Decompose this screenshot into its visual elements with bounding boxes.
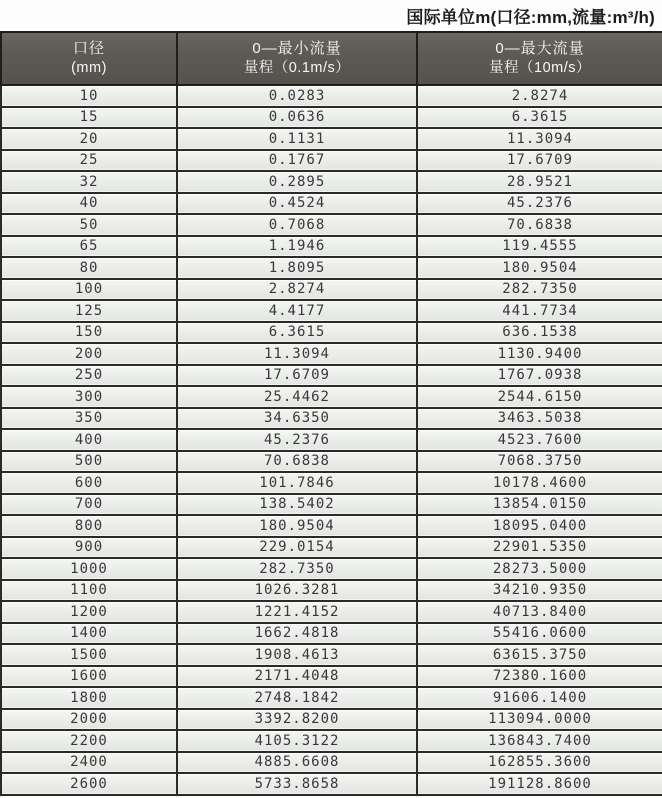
table-row [1,214,662,236]
table-row [1,279,662,301]
cell-min-flow: 1.8095 [177,257,417,279]
cell-max-flow: 70.6838 [417,214,662,236]
cell-diameter: 2200 [1,730,177,752]
table-row [1,193,662,215]
cell-min-flow: 6.3615 [177,322,417,344]
cell-diameter: 40 [1,193,177,215]
cell-max-flow: 10178.4600 [417,472,662,494]
table-row [1,558,662,580]
cell-max-flow: 45.2376 [417,193,662,215]
cell-min-flow: 45.2376 [177,429,417,451]
cell-max-flow: 191128.8600 [417,773,662,795]
cell-min-flow: 34.6350 [177,408,417,430]
header-max-flow-title: 0—最大流量 [495,40,585,58]
cell-max-flow: 11.3094 [417,128,662,150]
cell-min-flow: 4885.6608 [177,752,417,774]
table-row [1,773,662,795]
cell-diameter: 1100 [1,580,177,602]
table-row [1,752,662,774]
table-row [1,537,662,559]
cell-max-flow: 28.9521 [417,171,662,193]
cell-min-flow: 4.4177 [177,300,417,322]
cell-diameter: 350 [1,408,177,430]
cell-diameter: 1600 [1,666,177,688]
cell-max-flow: 180.9504 [417,257,662,279]
cell-min-flow: 0.0283 [177,85,417,107]
cell-min-flow: 1.1946 [177,236,417,258]
cell-diameter: 32 [1,171,177,193]
header-max-flow [417,32,662,85]
table-row [1,128,662,150]
table-row [1,709,662,731]
table-row [1,494,662,516]
page-title: 国际单位m(口径:mm,流量:m³/h) [406,8,655,27]
cell-max-flow: 2.8274 [417,85,662,107]
table-row [1,644,662,666]
table-header-row [1,32,662,85]
table-row [1,107,662,129]
cell-diameter: 2400 [1,752,177,774]
cell-diameter: 80 [1,257,177,279]
cell-max-flow: 113094.0000 [417,709,662,731]
cell-diameter: 150 [1,322,177,344]
cell-diameter: 1800 [1,687,177,709]
cell-max-flow: 1130.9400 [417,343,662,365]
table-row [1,343,662,365]
cell-min-flow: 0.2895 [177,171,417,193]
cell-min-flow: 11.3094 [177,343,417,365]
cell-min-flow: 0.7068 [177,214,417,236]
table-row [1,300,662,322]
cell-min-flow: 0.4524 [177,193,417,215]
cell-min-flow: 0.1131 [177,128,417,150]
table-row [1,429,662,451]
cell-min-flow: 138.5402 [177,494,417,516]
cell-max-flow: 3463.5038 [417,408,662,430]
cell-max-flow: 18095.0400 [417,515,662,537]
cell-diameter: 400 [1,429,177,451]
cell-diameter: 125 [1,300,177,322]
cell-diameter: 50 [1,214,177,236]
cell-min-flow: 1662.4818 [177,623,417,645]
cell-min-flow: 0.0636 [177,107,417,129]
table-row [1,322,662,344]
table-row [1,150,662,172]
title-bar [0,0,662,31]
cell-max-flow: 119.4555 [417,236,662,258]
cell-max-flow: 6.3615 [417,107,662,129]
table-row [1,85,662,107]
cell-min-flow: 25.4462 [177,386,417,408]
cell-diameter: 250 [1,365,177,387]
cell-max-flow: 28273.5000 [417,558,662,580]
cell-min-flow: 2748.1842 [177,687,417,709]
cell-max-flow: 13854.0150 [417,494,662,516]
cell-diameter: 20 [1,128,177,150]
cell-max-flow: 636.1538 [417,322,662,344]
cell-max-flow: 72380.1600 [417,666,662,688]
cell-min-flow: 0.1767 [177,150,417,172]
header-min-flow [177,32,417,85]
cell-diameter: 15 [1,107,177,129]
cell-min-flow: 1221.4152 [177,601,417,623]
cell-diameter: 2000 [1,709,177,731]
cell-diameter: 500 [1,451,177,473]
header-diameter [1,32,177,85]
table-row [1,472,662,494]
cell-min-flow: 1908.4613 [177,644,417,666]
cell-diameter: 200 [1,343,177,365]
cell-min-flow: 70.6838 [177,451,417,473]
cell-min-flow: 17.6709 [177,365,417,387]
cell-diameter: 25 [1,150,177,172]
cell-diameter: 1000 [1,558,177,580]
cell-diameter: 900 [1,537,177,559]
cell-diameter: 100 [1,279,177,301]
cell-max-flow: 40713.8400 [417,601,662,623]
cell-max-flow: 136843.7400 [417,730,662,752]
cell-max-flow: 282.7350 [417,279,662,301]
cell-max-flow: 55416.0600 [417,623,662,645]
cell-diameter: 1200 [1,601,177,623]
cell-min-flow: 229.0154 [177,537,417,559]
flow-range-table [0,31,662,796]
cell-max-flow: 91606.1400 [417,687,662,709]
cell-diameter: 2600 [1,773,177,795]
cell-max-flow: 63615.3750 [417,644,662,666]
table-row [1,730,662,752]
cell-min-flow: 2.8274 [177,279,417,301]
table-row [1,666,662,688]
cell-diameter: 1400 [1,623,177,645]
cell-min-flow: 282.7350 [177,558,417,580]
cell-max-flow: 2544.6150 [417,386,662,408]
cell-diameter: 600 [1,472,177,494]
cell-min-flow: 1026.3281 [177,580,417,602]
table-body [1,85,662,795]
table-row [1,257,662,279]
header-max-flow-range: 量程（10m/s） [489,59,591,76]
table-row [1,580,662,602]
table-row [1,687,662,709]
cell-max-flow: 22901.5350 [417,537,662,559]
table-row [1,408,662,430]
cell-min-flow: 2171.4048 [177,666,417,688]
table-row [1,623,662,645]
cell-max-flow: 441.7734 [417,300,662,322]
table-row [1,515,662,537]
cell-max-flow: 162855.3600 [417,752,662,774]
cell-max-flow: 4523.7600 [417,429,662,451]
cell-max-flow: 7068.3750 [417,451,662,473]
cell-diameter: 1500 [1,644,177,666]
header-min-flow-range: 量程（0.1m/s） [243,59,351,76]
cell-diameter: 10 [1,85,177,107]
table-row [1,451,662,473]
cell-min-flow: 180.9504 [177,515,417,537]
header-diameter-title: 口径 [72,40,105,58]
cell-diameter: 800 [1,515,177,537]
cell-min-flow: 4105.3122 [177,730,417,752]
cell-diameter: 700 [1,494,177,516]
table-row [1,601,662,623]
header-diameter-unit: (mm) [71,59,107,76]
table-row [1,236,662,258]
cell-max-flow: 34210.9350 [417,580,662,602]
cell-diameter: 65 [1,236,177,258]
table-row [1,365,662,387]
cell-min-flow: 5733.8658 [177,773,417,795]
table-header [1,32,662,85]
cell-diameter: 300 [1,386,177,408]
cell-max-flow: 17.6709 [417,150,662,172]
cell-min-flow: 101.7846 [177,472,417,494]
table-row [1,386,662,408]
cell-max-flow: 1767.0938 [417,365,662,387]
cell-min-flow: 3392.8200 [177,709,417,731]
header-min-flow-title: 0—最小流量 [252,40,342,58]
table-row [1,171,662,193]
